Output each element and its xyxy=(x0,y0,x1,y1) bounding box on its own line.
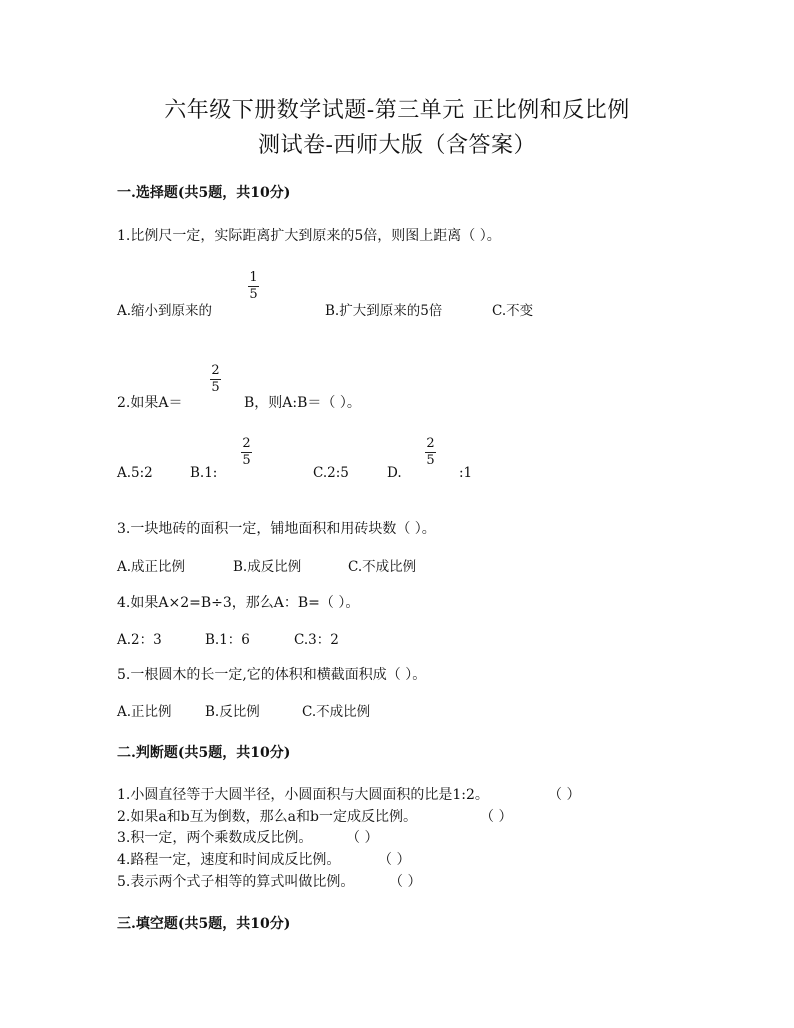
judge-item-5: 5.表示两个式子相等的算式叫做比例。 xyxy=(117,874,355,890)
q3-option-a: A.成正比例 xyxy=(117,559,186,575)
fraction-numerator: 2 xyxy=(242,436,251,451)
q1-option-c: C.不变 xyxy=(492,303,534,319)
q1-option-a: A.缩小到原来的 xyxy=(117,303,213,319)
judge-item-2-answer-blank[interactable]: （ ） xyxy=(480,809,513,825)
q2-option-d: D. xyxy=(387,465,402,481)
fraction-numerator: 2 xyxy=(426,436,435,451)
q3-stem: 3.一块地砖的面积一定，铺地面积和用砖块数（ ）。 xyxy=(117,521,436,537)
judge-item-2: 2.如果a和b互为倒数，那么a和b一定成反比例。 xyxy=(117,809,417,825)
fraction-denominator: 5 xyxy=(249,287,258,302)
section-heading-fill: 三.填空题(共5题，共10分) xyxy=(117,916,291,932)
q3-option-b: B.成反比例 xyxy=(233,559,302,575)
page-title-line1: 六年级下册数学试题-第三单元 正比例和反比例 xyxy=(164,98,630,123)
q1-stem: 1.比例尺一定，实际距离扩大到原来的5倍，则图上距离（ ）。 xyxy=(117,228,501,244)
judge-item-5-answer-blank[interactable]: （ ） xyxy=(389,874,422,890)
judge-item-4: 4.路程一定，速度和时间成反比例。 xyxy=(117,852,341,868)
fraction-numerator: 2 xyxy=(211,363,220,378)
section-heading-choice: 一.选择题(共5题，共10分) xyxy=(117,185,291,201)
q4-stem: 4.如果A×2=B÷3，那么A：B=（ ）。 xyxy=(117,595,360,611)
page-title-line2: 测试卷-西师大版（含答案） xyxy=(258,133,536,158)
q2-option-b-fraction xyxy=(241,437,252,468)
judge-item-3-answer-blank[interactable]: （ ） xyxy=(346,830,379,846)
q5-option-c: C.不成比例 xyxy=(302,704,371,720)
q2-stem-fraction xyxy=(210,364,221,395)
q5-option-a: A.正比例 xyxy=(117,704,172,720)
q1-option-a-fraction xyxy=(248,271,259,302)
q2-option-a: A.5:2 xyxy=(117,465,153,481)
q2-option-c: C.2:5 xyxy=(313,465,349,481)
q2-option-b: B.1: xyxy=(190,465,218,481)
q2-option-d-tail: :1 xyxy=(459,465,473,481)
section-heading-judge: 二.判断题(共5题，共10分) xyxy=(117,745,291,761)
fraction-denominator: 5 xyxy=(426,453,435,468)
fraction-denominator: 5 xyxy=(211,380,220,395)
q2-option-d-fraction xyxy=(425,437,436,468)
fraction-numerator: 1 xyxy=(249,270,258,285)
q5-stem: 5.一根圆木的长一定,它的体积和横截面积成（ ）。 xyxy=(117,667,427,683)
q4-option-b: B.1：6 xyxy=(205,632,250,648)
judge-item-1-answer-blank[interactable]: （ ） xyxy=(548,787,581,803)
judge-item-3: 3.积一定，两个乘数成反比例。 xyxy=(117,830,313,846)
judge-item-4-answer-blank[interactable]: （ ） xyxy=(378,852,411,868)
q1-option-b: B.扩大到原来的5倍 xyxy=(325,303,443,319)
q5-option-b: B.反比例 xyxy=(205,704,260,720)
q4-option-a: A.2：3 xyxy=(117,632,162,648)
q2-stem-suffix: B，则A:B＝（ ）。 xyxy=(244,395,361,411)
q3-option-c: C.不成比例 xyxy=(348,559,417,575)
q4-option-c: C.3：2 xyxy=(294,632,339,648)
q2-stem-prefix: 2.如果A＝ xyxy=(117,395,183,411)
judge-item-1: 1.小圆直径等于大圆半径，小圆面积与大圆面积的比是1:2。 xyxy=(117,787,489,803)
fraction-denominator: 5 xyxy=(242,453,251,468)
